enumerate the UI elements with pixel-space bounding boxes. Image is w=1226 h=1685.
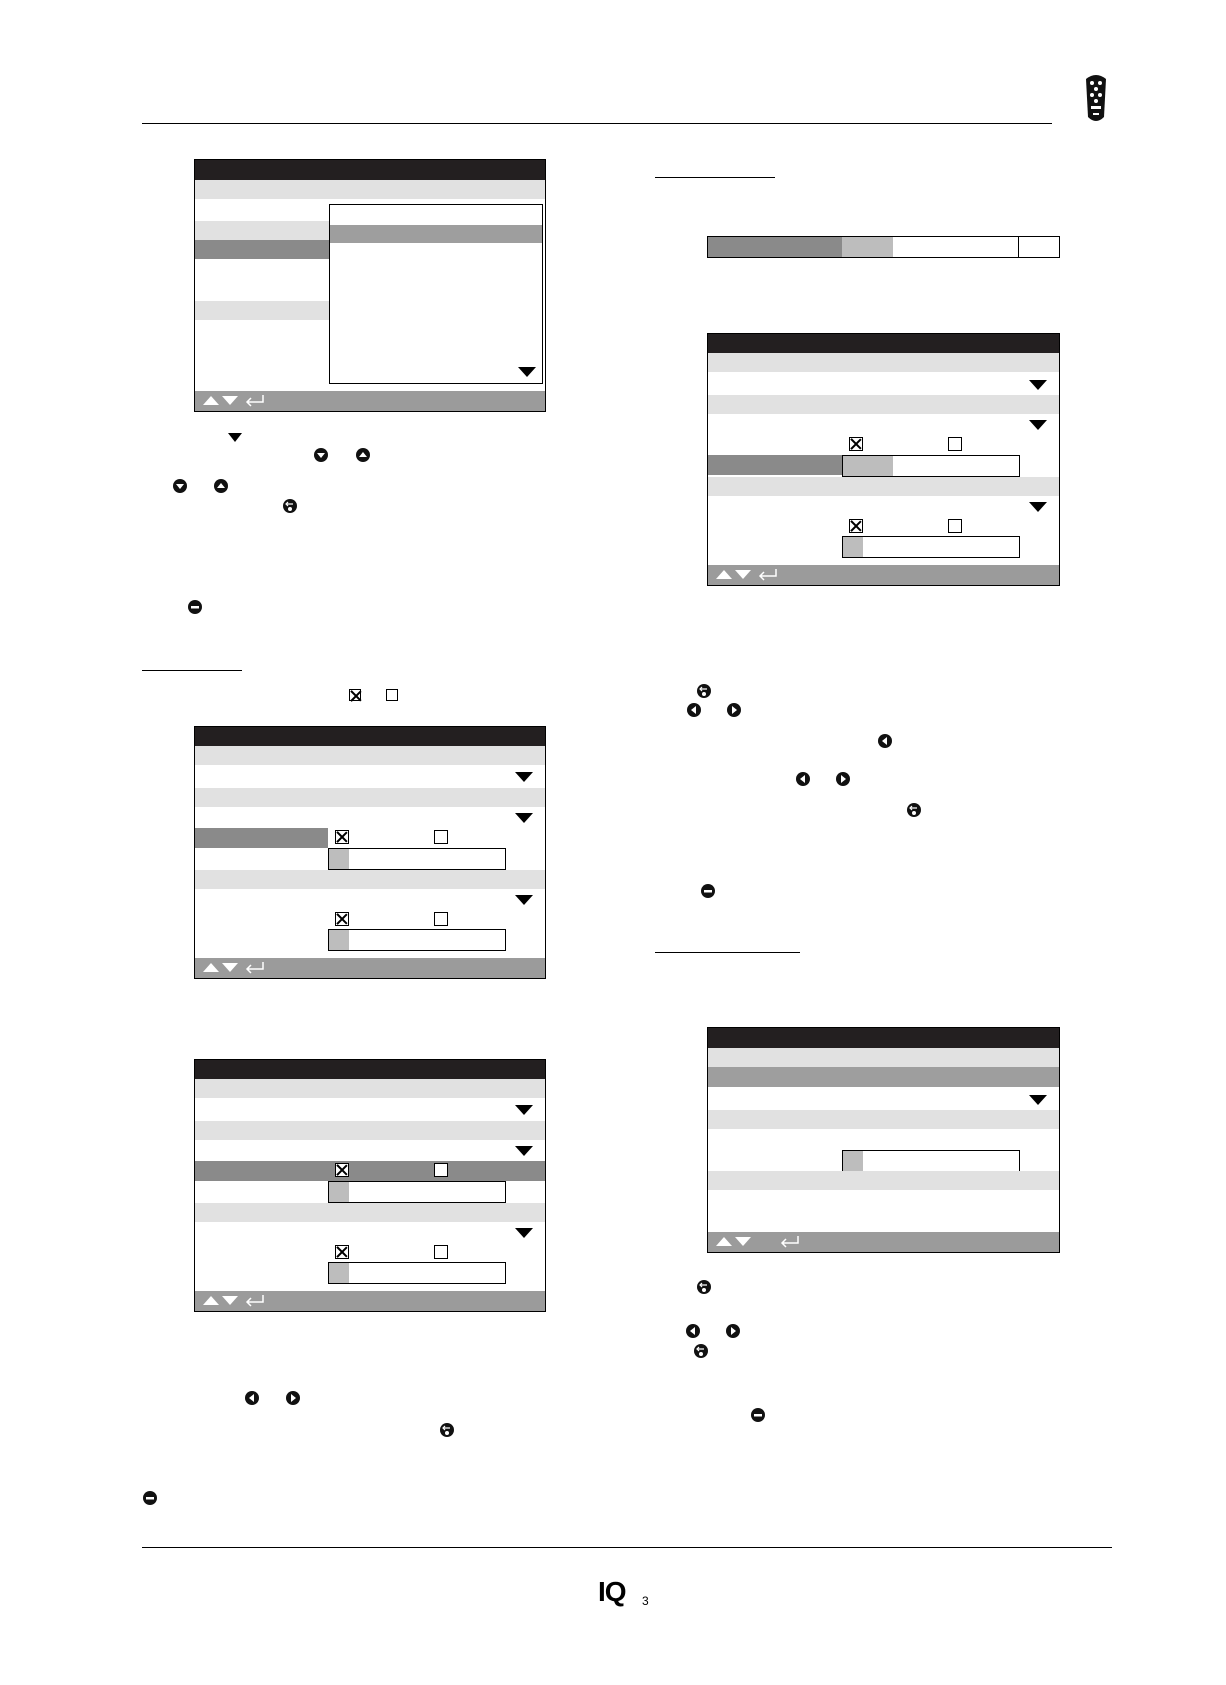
checked-box-icon[interactable] — [335, 1245, 349, 1259]
nav-arrows-enter-icon — [716, 568, 796, 582]
lcd-screen-checkbox-a — [194, 726, 546, 979]
lcd-title-bar — [708, 334, 1059, 353]
lcd-screen-value-entry — [707, 1027, 1060, 1253]
lcd-row-6 — [195, 301, 331, 320]
back-key-icon — [188, 600, 202, 614]
enter-key-icon — [440, 1423, 454, 1437]
unchecked-box-icon[interactable] — [434, 912, 448, 926]
lcd-row-1 — [708, 1048, 1059, 1067]
checked-box-icon[interactable] — [335, 1163, 349, 1177]
value-field[interactable] — [328, 848, 506, 870]
right-arrow-key-icon — [286, 1391, 300, 1405]
enter-key-icon — [283, 499, 297, 513]
lcd-screen-checkbox-b — [194, 1059, 546, 1312]
enter-key-icon — [907, 803, 921, 817]
enter-key-icon — [697, 1280, 711, 1294]
lcd-footer — [195, 958, 545, 978]
unchecked-box-icon[interactable] — [434, 1163, 448, 1177]
lcd-screen-dropdown — [194, 159, 546, 412]
lcd-row-selected[interactable] — [195, 1161, 545, 1181]
lcd-row-1 — [195, 746, 545, 765]
enter-key-icon — [694, 1344, 708, 1358]
remote-control-icon — [1082, 73, 1110, 125]
right-arrow-key-icon — [726, 1324, 740, 1338]
section-heading-underline — [655, 952, 800, 953]
checked-box-icon[interactable] — [335, 830, 349, 844]
logo-letters: IQ — [598, 1576, 626, 1607]
lcd-footer — [195, 391, 545, 411]
lcd-row-selected[interactable] — [708, 455, 842, 475]
lcd-row-7 — [708, 1171, 1059, 1190]
value-field[interactable] — [328, 1181, 506, 1203]
lcd-row-3 — [195, 788, 545, 807]
value-bar-dark-segment — [708, 237, 842, 257]
value-bar-light-segment — [842, 237, 893, 257]
lcd-row-selected[interactable] — [708, 1067, 1059, 1087]
lcd-row-3 — [195, 1121, 545, 1140]
unchecked-box-icon[interactable] — [434, 1245, 448, 1259]
dropdown-arrow-icon[interactable] — [515, 772, 533, 782]
lcd-row-7 — [708, 477, 1059, 496]
left-arrow-key-icon — [245, 1391, 259, 1405]
dropdown-list[interactable] — [329, 204, 543, 384]
dropdown-arrow-icon[interactable] — [1029, 380, 1047, 390]
right-arrow-key-icon — [727, 703, 741, 717]
lcd-screen-settings — [707, 333, 1060, 586]
down-arrow-key-icon — [173, 479, 187, 493]
lcd-row-selected[interactable] — [195, 240, 331, 259]
value-field[interactable] — [328, 929, 506, 951]
back-key-icon — [143, 1491, 157, 1505]
dropdown-arrow-icon[interactable] — [1029, 502, 1047, 512]
left-arrow-key-icon — [796, 772, 810, 786]
footer-rule — [142, 1547, 1112, 1548]
dropdown-arrow-icon[interactable] — [1029, 420, 1047, 430]
unchecked-box-icon[interactable] — [948, 437, 962, 451]
left-arrow-key-icon — [687, 703, 701, 717]
lcd-row-3 — [708, 395, 1059, 414]
lcd-title-bar — [195, 160, 545, 180]
enter-key-icon — [697, 684, 711, 698]
lcd-footer — [708, 565, 1059, 585]
value-field[interactable] — [842, 536, 1020, 558]
dropdown-arrow-icon — [228, 433, 242, 442]
value-field[interactable] — [842, 1150, 1020, 1172]
dropdown-arrow-icon[interactable] — [1029, 1095, 1047, 1105]
left-arrow-key-icon — [878, 734, 892, 748]
lcd-row-4 — [708, 1110, 1059, 1129]
nav-arrows-enter-icon — [203, 394, 283, 408]
nav-arrows-enter-icon — [203, 961, 283, 975]
left-arrow-key-icon — [686, 1324, 700, 1338]
section-heading-underline — [655, 177, 775, 178]
lcd-row-1 — [708, 353, 1059, 372]
value-bar — [707, 236, 1060, 258]
unchecked-box-icon[interactable] — [434, 830, 448, 844]
lcd-row-1 — [195, 1079, 545, 1098]
right-arrow-key-icon — [836, 772, 850, 786]
checked-box-icon[interactable] — [335, 912, 349, 926]
dropdown-arrow-icon[interactable] — [518, 367, 536, 377]
dropdown-arrow-icon[interactable] — [515, 895, 533, 905]
iq3-logo — [598, 1574, 654, 1614]
lcd-title-bar — [195, 1060, 545, 1079]
lcd-title-bar — [708, 1028, 1059, 1048]
section-heading-underline — [142, 670, 242, 671]
dropdown-arrow-icon[interactable] — [515, 1146, 533, 1156]
up-arrow-key-icon — [356, 448, 370, 462]
back-key-icon — [751, 1408, 765, 1422]
checked-box-icon[interactable] — [849, 437, 863, 451]
nav-arrows-enter-icon — [716, 1235, 816, 1249]
down-arrow-key-icon — [314, 448, 328, 462]
value-field[interactable] — [328, 1262, 506, 1284]
value-bar-divider — [1018, 237, 1019, 257]
dropdown-arrow-icon[interactable] — [515, 1105, 533, 1115]
checked-box-icon — [349, 689, 361, 701]
lcd-row-3 — [195, 221, 331, 240]
unchecked-box-icon — [386, 689, 398, 701]
dropdown-arrow-icon[interactable] — [515, 813, 533, 823]
lcd-row-selected[interactable] — [195, 828, 328, 848]
dropdown-item-highlighted[interactable] — [330, 225, 542, 243]
header-rule — [142, 123, 1052, 124]
value-field-active[interactable] — [842, 455, 1020, 477]
up-arrow-key-icon — [214, 479, 228, 493]
lcd-footer — [708, 1232, 1059, 1252]
logo-subscript: 3 — [642, 1594, 649, 1608]
lcd-footer — [195, 1291, 545, 1311]
lcd-row-7 — [195, 870, 545, 889]
dropdown-arrow-icon[interactable] — [515, 1228, 533, 1238]
back-key-icon — [701, 884, 715, 898]
lcd-title-bar — [195, 727, 545, 746]
lcd-row-7 — [195, 1203, 545, 1222]
lcd-row-1 — [195, 180, 545, 199]
nav-arrows-enter-icon — [203, 1294, 283, 1308]
checked-box-icon[interactable] — [849, 519, 863, 533]
unchecked-box-icon[interactable] — [948, 519, 962, 533]
